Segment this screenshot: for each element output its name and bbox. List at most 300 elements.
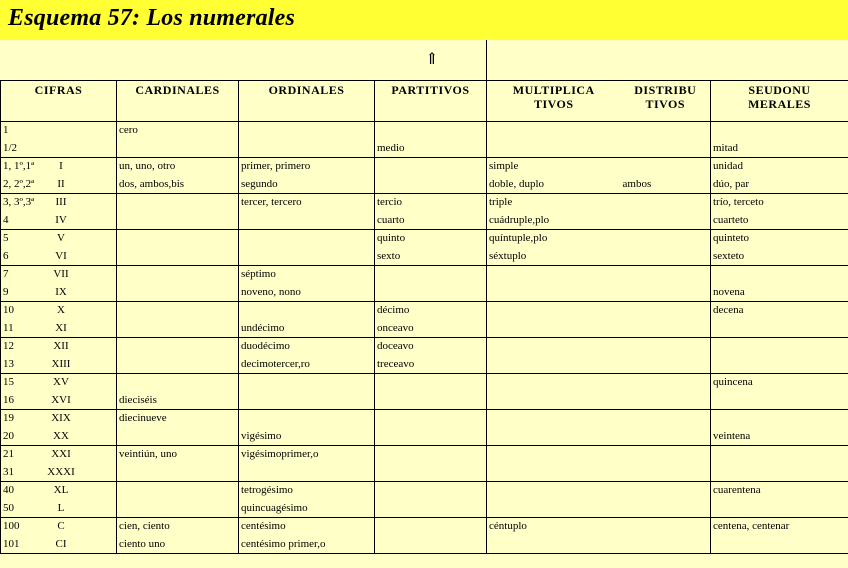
mult-text: doble, duplo [489,177,544,190]
ord-text [241,212,372,229]
part-text: treceavo [377,357,415,370]
card-text [119,500,236,517]
part-cell [375,266,487,284]
seud-cell [711,374,848,392]
card-cell [117,266,239,284]
ord-cell [239,302,375,320]
arabic-number: 31 [3,465,14,478]
ord-cell [239,266,375,284]
ord-text: tercer, tercero [241,196,302,208]
ord-text: decimotercer,ro [241,357,310,370]
roman-number: I [59,160,63,172]
dist-text [623,392,709,409]
dist-text [623,194,709,211]
cifra-cell [1,464,117,482]
mult-cell [487,428,621,446]
arabic-number: 15 [3,376,14,388]
part-cell [375,284,487,302]
card-text: ciento uno [119,537,166,550]
dist-text [623,158,709,175]
mult-text: simple [489,160,519,172]
seud-text: centena, centenar [713,520,790,532]
dist-cell [621,338,711,356]
arabic-number: 1 [3,124,9,136]
mult-cell [487,464,621,482]
mult-cell [487,248,621,266]
part-cell [375,140,487,158]
roman-number: L [57,501,65,514]
part-cell [375,122,487,140]
card-text [119,248,236,265]
dist-cell [621,284,711,302]
seud-text [713,446,846,463]
table-row [1,356,848,374]
roman-number: XL [53,484,69,496]
ord-cell [239,140,375,158]
seud-text [713,464,846,481]
ord-text [241,248,372,265]
ord-text: tetrogésimo [241,484,293,496]
card-cell [117,500,239,518]
part-text: décimo [377,304,410,316]
arabic-number: 1/2 [3,141,18,154]
card-text: veintiún, uno [119,448,178,460]
header-cardinales: CARDINALES [117,81,239,122]
mult-cell [487,410,621,428]
seud-cell [711,428,848,446]
seud-cell [711,446,848,464]
mult-text [489,356,619,373]
card-cell [117,212,239,230]
dist-text [623,518,709,535]
mult-cell [487,212,621,230]
part-cell [375,212,487,230]
part-text [377,536,484,553]
card-cell [117,230,239,248]
seud-cell [711,500,848,518]
part-text [377,482,484,499]
roman-number: IV [55,213,67,226]
dist-text [623,338,709,355]
ord-text [241,464,372,481]
dist-text [623,446,709,463]
part-cell [375,482,487,500]
part-text: cuarto [377,213,405,226]
dist-text [623,320,709,337]
cifra-cell [1,284,117,302]
table-row [1,302,848,320]
ord-text: duodécimo [241,340,290,352]
arrow-up-icon: ⇑ [425,51,439,68]
dist-text [623,284,709,301]
dist-text [623,536,709,553]
part-cell [375,230,487,248]
mult-text [489,284,619,301]
strip-divider [486,40,487,80]
mult-text [489,446,619,463]
seud-text: cuarentena [713,484,761,496]
seud-cell [711,320,848,338]
table-row [1,122,848,140]
seud-cell [711,392,848,410]
arabic-number: 20 [3,429,14,442]
mult-cell [487,500,621,518]
roman-number: C [57,520,65,532]
part-text [377,122,484,139]
mult-cell [487,284,621,302]
mult-text [489,338,619,355]
card-cell [117,536,239,554]
table-row [1,338,848,356]
seud-text [713,536,846,553]
cifra-cell [1,410,117,428]
mult-text [489,410,619,427]
card-text [119,266,236,283]
seud-cell [711,158,848,176]
seud-cell [711,266,848,284]
card-cell [117,194,239,212]
dist-cell [621,374,711,392]
ord-text: noveno, nono [241,285,301,298]
card-cell [117,392,239,410]
part-text [377,374,484,391]
mult-cell [487,230,621,248]
card-cell [117,302,239,320]
mult-text [489,482,619,499]
part-cell [375,374,487,392]
roman-number: V [57,232,65,244]
ord-text: séptimo [241,268,276,280]
arabic-number: 16 [3,393,14,406]
seud-cell [711,482,848,500]
mult-text: céntuplo [489,520,527,532]
mult-text: séxtuplo [489,249,527,262]
ord-text: segundo [241,177,278,190]
mult-text [489,302,619,319]
ord-text: centésimo [241,520,286,532]
cifra-cell [1,122,117,140]
card-text [119,140,236,157]
cifra-cell [1,248,117,266]
dist-text [623,356,709,373]
dist-cell [621,266,711,284]
part-cell [375,194,487,212]
cifra-cell [1,446,117,464]
ord-cell [239,536,375,554]
table-row [1,230,848,248]
roman-number: XIX [51,412,71,424]
ord-cell [239,284,375,302]
seud-text [713,266,846,283]
mult-cell [487,446,621,464]
card-text: diecinueve [119,412,167,424]
dist-text [623,374,709,391]
seud-cell [711,518,848,536]
part-cell [375,536,487,554]
seud-text [713,500,846,517]
table-row [1,410,848,428]
part-cell [375,302,487,320]
ord-cell [239,428,375,446]
part-text: quinto [377,232,406,244]
roman-number: III [55,196,67,208]
table-row [1,212,848,230]
part-text [377,266,484,283]
card-cell [117,284,239,302]
part-text: onceavo [377,321,414,334]
header-row [1,81,848,122]
card-cell [117,446,239,464]
seud-cell [711,464,848,482]
cifra-cell [1,428,117,446]
ord-text [241,230,372,247]
arabic-number: 10 [3,304,14,316]
seud-text: veintena [713,429,751,442]
seud-cell [711,302,848,320]
arabic-number: 100 [3,520,20,532]
header-ordinales: ORDINALES [239,81,375,122]
mult-cell [487,374,621,392]
card-text [119,464,236,481]
ord-cell [239,500,375,518]
dist-text [623,266,709,283]
dist-cell [621,446,711,464]
roman-number: XIII [51,357,71,370]
table-row [1,248,848,266]
table-row [1,500,848,518]
seud-cell [711,338,848,356]
card-cell [117,410,239,428]
ord-cell [239,446,375,464]
card-text: cero [119,124,138,136]
dist-cell [621,410,711,428]
card-cell [117,158,239,176]
card-text: dos, ambos,bis [119,177,185,190]
dist-text [623,500,709,517]
cifra-cell [1,176,117,194]
ord-cell [239,320,375,338]
table-row [1,446,848,464]
cifra-cell [1,140,117,158]
dist-cell [621,356,711,374]
dist-cell [621,428,711,446]
dist-text [623,464,709,481]
part-text [377,284,484,301]
dist-cell [621,158,711,176]
part-cell [375,392,487,410]
arabic-number: 13 [3,357,14,370]
roman-number: XII [53,340,69,352]
cifra-cell [1,158,117,176]
seud-cell [711,212,848,230]
mult-text [489,428,619,445]
table-row [1,428,848,446]
part-text [377,158,484,175]
part-cell [375,176,487,194]
part-text [377,428,484,445]
card-text [119,338,236,355]
card-cell [117,428,239,446]
dist-cell [621,464,711,482]
card-cell [117,248,239,266]
dist-cell [621,140,711,158]
cifra-cell [1,392,117,410]
seud-text: trío, terceto [713,196,764,208]
seud-cell [711,176,848,194]
ord-cell [239,158,375,176]
part-cell [375,428,487,446]
table-row [1,320,848,338]
cifra-cell [1,302,117,320]
part-text: tercio [377,196,403,208]
seud-text [713,320,846,337]
card-cell [117,122,239,140]
arabic-number: 50 [3,501,14,514]
ord-cell [239,518,375,536]
mult-cell [487,158,621,176]
dist-cell [621,392,711,410]
part-text [377,410,484,427]
mult-cell [487,176,621,194]
table-row [1,464,848,482]
part-text: doceavo [377,340,414,352]
card-cell [117,374,239,392]
part-text: sexto [377,249,401,262]
seud-text [713,338,846,355]
seud-text: sexteto [713,249,745,262]
part-cell [375,158,487,176]
header-multiplicativos: MULTIPLICA TIVOS [487,81,621,122]
seud-text [713,356,846,373]
dist-text [623,212,709,229]
ord-cell [239,338,375,356]
header-distributivos: DISTRIBU TIVOS [621,81,711,122]
table-row [1,536,848,554]
arabic-number: 4 [3,213,9,226]
roman-number: X [57,304,65,316]
table-body [1,122,848,554]
cifra-cell [1,356,117,374]
arabic-number: 9 [3,285,9,298]
seud-cell [711,284,848,302]
mult-cell [487,536,621,554]
roman-number: XXI [51,448,71,460]
dist-cell [621,212,711,230]
mult-text [489,374,619,391]
ord-text: centésimo primer,o [241,537,326,550]
cifra-cell [1,266,117,284]
dist-cell [621,194,711,212]
arabic-number: 5 [3,232,9,244]
seud-cell [711,230,848,248]
dist-text [623,428,709,445]
seud-cell [711,248,848,266]
roman-number: IX [55,285,67,298]
seud-text: unidad [713,160,743,172]
card-text [119,428,236,445]
seud-text: novena [713,285,745,298]
ord-cell [239,410,375,428]
card-text [119,320,236,337]
table-row [1,374,848,392]
header-seudonumerales: SEUDONU MERALES [711,81,848,122]
roman-number: VI [55,249,67,262]
card-text [119,374,236,391]
seud-cell [711,356,848,374]
ord-text: vigésimo [241,429,282,442]
cifra-cell [1,536,117,554]
table-row [1,482,848,500]
card-text [119,482,236,499]
mult-cell [487,338,621,356]
card-cell [117,338,239,356]
mult-cell [487,194,621,212]
part-cell [375,356,487,374]
part-cell [375,338,487,356]
roman-number: XX [53,429,69,442]
mult-text [489,536,619,553]
arabic-number: 101 [3,537,20,550]
part-text [377,176,484,193]
card-cell [117,140,239,158]
seud-text: cuarteto [713,213,749,226]
table-row [1,194,848,212]
dist-cell [621,518,711,536]
roman-number: CI [55,537,67,550]
ord-cell [239,392,375,410]
card-text: cien, ciento [119,520,170,532]
seud-cell [711,140,848,158]
cifra-cell [1,374,117,392]
dist-text [623,140,709,157]
seud-cell [711,122,848,140]
ord-text [241,392,372,409]
title-bar [0,0,848,40]
seud-cell [711,410,848,428]
mult-text [489,122,619,139]
ord-cell [239,122,375,140]
header-cifras: CIFRAS [1,81,117,122]
arabic-number: 19 [3,412,14,424]
mult-cell [487,392,621,410]
mult-cell [487,356,621,374]
dist-text [623,248,709,265]
table-row [1,284,848,302]
cifra-cell [1,482,117,500]
mult-cell [487,122,621,140]
card-text [119,212,236,229]
arabic-number: 3, 3º,3ª [3,196,35,208]
ord-cell [239,194,375,212]
seud-text: quincena [713,376,753,388]
cifra-cell [1,212,117,230]
part-cell [375,500,487,518]
page-title: Esquema 57: Los numerales [8,5,296,31]
seud-cell [711,194,848,212]
arabic-number: 2, 2º,2ª [3,177,35,190]
ord-cell [239,176,375,194]
dist-text [623,230,709,247]
ord-cell [239,230,375,248]
cifra-cell [1,518,117,536]
mult-cell [487,482,621,500]
part-cell [375,518,487,536]
roman-number: XVI [51,393,71,406]
card-text [119,302,236,319]
dist-text [623,302,709,319]
arabic-number: 12 [3,340,14,352]
seud-text: decena [713,304,744,316]
